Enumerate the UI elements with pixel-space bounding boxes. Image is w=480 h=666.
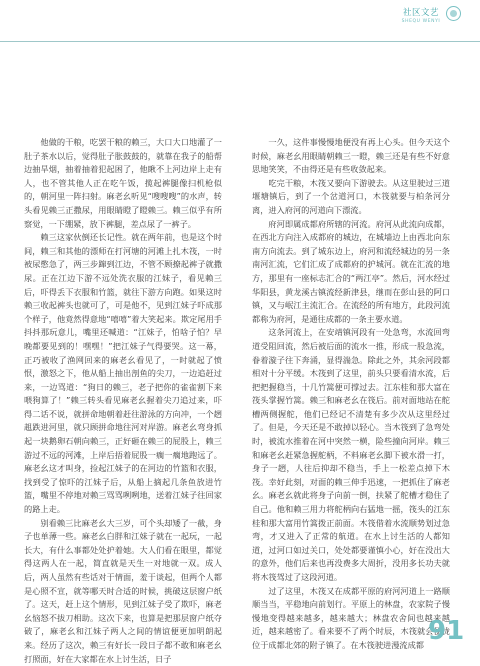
section-emblem-icon xyxy=(446,6,461,21)
page-header xyxy=(0,0,480,42)
section-subtitle: SHEQU WENYI xyxy=(401,19,441,24)
paragraph: 过了这里，木筏又在成都平原的府河河道上一路顺顺当当，平稳地向前划行。平原上的林盘，农家院子慢慢地变得越来越多，越来越大；林盘农舍间也越来越近，越来越密了。看来要不了两个时辰，木筏就会便拢位于成都北郊的附子镇了。在木筏驶进漫流成都 xyxy=(252,585,450,650)
paragraph: 一久，这件事慢慢地便没有再上心头。但今天这个时候，麻老幺用眼睛朝赖三一瞪，赖三还是有些不好意思地笑笑，不由得还是有些收敛起来。 xyxy=(252,137,450,175)
paragraph: 府河即属成都府所辖的河流。府河从此流向成都，在西北方向注入成都府的城边，在城墙边上由西北向东南方向流去。到了城东边上，府河和流经城边的另一条南河汇流，它们汇成了成都府的护城河。就在汇流的地方，那里有一座标志汇合的“两江亭”。然后，河水经过华阳县，黄龙溪古镇流经新津县，继而在彭山县的阿口镇，又与岷江主流汇合。在流经的所有地方，此段河流都称为府河，是通往成都的一条主要水道。 xyxy=(252,218,450,324)
paragraph: 赖三这家伙倒还长记性。就在两年前，也是这个时间，赖三和其他的漂师在打河塘的河滩上扎木筏，一时被尿憋急了，两三步蹿到江边，不管不顾撩起裤子就撒尿。正在江边下游不远处洗衣服的江妹子，看见赖三后，吓得丢下衣服和竹篮，就往下游方向跑。如果这时赖三收起裤头也就可了，可是他不，见到江妹子吓成那个样子，他竟然得意地“嘻嘻”着大笑起来。欺定尾用手抖抖那玩意儿，嘴里还喊道：“江妹子，怕啥子怕？早晚都要见到的！嘿嘿！”把江妹子气得要哭。这一幕，正巧被收了渔网回来的麻老幺看见了，一时就起了愤恨，激怒之下，他从船上抽出剖鱼的尖刀，一边追赶过来，一边骂道：“狗日的赖三，老子把你的雀雀割下来喂狗算了！”赖三转头看见麻老幺握着尖刀追过来，吓得二话不说，就拼命地朝着赶往游泳的方向冲，一个趔趄跌进河里，就只顾拼命地往河对岸游。麻老幺弯身抓起一块鹅卵石朝向赖三，正好砸在赖三的屁股上，赖三游过不远的河滩，上岸后捂着屁股一瘸一瘸地跑远了。麻老幺这才叫身，捡起江妹子的在河边的竹篮和衣服，找到受了惊吓的江妹子后，从船上摘起几条鱼放进竹篮，嘴里不停地对赖三骂骂咧咧地，送着江妹子往回家的路上走。 xyxy=(24,232,222,515)
column-brand xyxy=(391,8,451,25)
section-title: 社区文艺 xyxy=(402,8,439,18)
paragraph: 吃完干粮，木筏又要向下游驶去。从这里驶过三道堰塘镇后，到了一个岔道河口，木筏就要与柏条河分离，进入府河的河道向下漂流。 xyxy=(252,177,450,215)
left-column xyxy=(24,136,222,666)
paragraph: 别看赖三比麻老幺大三岁，可个头却矮了一截，身子也单薄一些。麻老幺白胖和江妹子就在一起玩，一起长大，有什么事都处处护着她。大人们看在眼里，都觉得这两人在一起，简直就是天生一对地就一双。成人后，两人虽然有些话对于情面，羞于谈起，但两个人都是心照不宣，就等哪天时合适的时候，挑破这层窗户纸了。这天，赶上这个情形，见到江妹子受了欺吓，麻老幺恼怒不拔刀相助。这次下来，也算是把那层窗户纸夺破了，麻老幺和江妹子两人之间的情谊便更加明朗起来。经历了这次，赖三有好长一段日子都不敢和麻老幺打照面，好在大家都在水上讨生活，日子 xyxy=(24,517,222,664)
paragraph: 他做的干粮，吃罢干粮的赖三，大口大口地灌了一肚子茶水以后，觉得肚子胀鼓鼓的，就靠在我子的船帮边抽旱烟，抽着抽着犯起困了，他瞅不上河边岸上走有人，也不管其他人正在吃午饭，揽起裤腿像扫机枪似的，朝河里一阵扫射。麻老幺听见“嗖嗖嗖”的水声，转头看见赖三正撒尿，用眼睛瞪了瞪赖三。赖三似乎有所察觉，一下绷紧，放下裤腿，差点尿了一裤子。 xyxy=(24,137,222,229)
page-number: 91 xyxy=(428,616,465,646)
header-divider xyxy=(0,41,480,42)
paragraph: 这条河流上，在安靖镇河段有一处急弯，水流回弯道受阻回流，然后被后面的流水一推，形成一股急流，眷着漩子往下奔涌，显得湍急。除此之外，其余河段都相对十分平缓。木筏到了这里，前头只要看清水流，后把把握稳当，十几竹篙便可撑过去。江东桂和那大富在筏头掌握竹篙。赖三和麻老幺在筏后。前对面地站在舵槽两侧握舵，他们已经记不清楚有多少次从这里经过了。但是，今天还是不敢掉以轻心。当木筏到了急弯处时，被流水推着在河中突然一横，险些撞向河岸。赖三和麻老幺赶紧急握舵柄，不料麻老幺脚下被水滑一打，身子一趔，人往后抑却不稳当，手上一松差点掉下木筏。幸好此刻，对面的赖三伸手迅速，一把抓住了麻老幺。麻老幺就此将身子向前一倒，扶紧了舵槽才稳住了自己。他和赖三用力将舵柄向右猛地一摇，筏头的江东桂和那大富用竹篙拨正前面。木筏借着水流顺势划过急弯，才又进入了正常的航道。在水上讨生活的人都知道，过河口如过关口，处处都要谨慎小心，好在没出大的意外，他们后来也再没费多大周折，没用多长功夫就将木筏驾过了这段河道。 xyxy=(252,327,450,582)
right-column xyxy=(252,136,450,653)
